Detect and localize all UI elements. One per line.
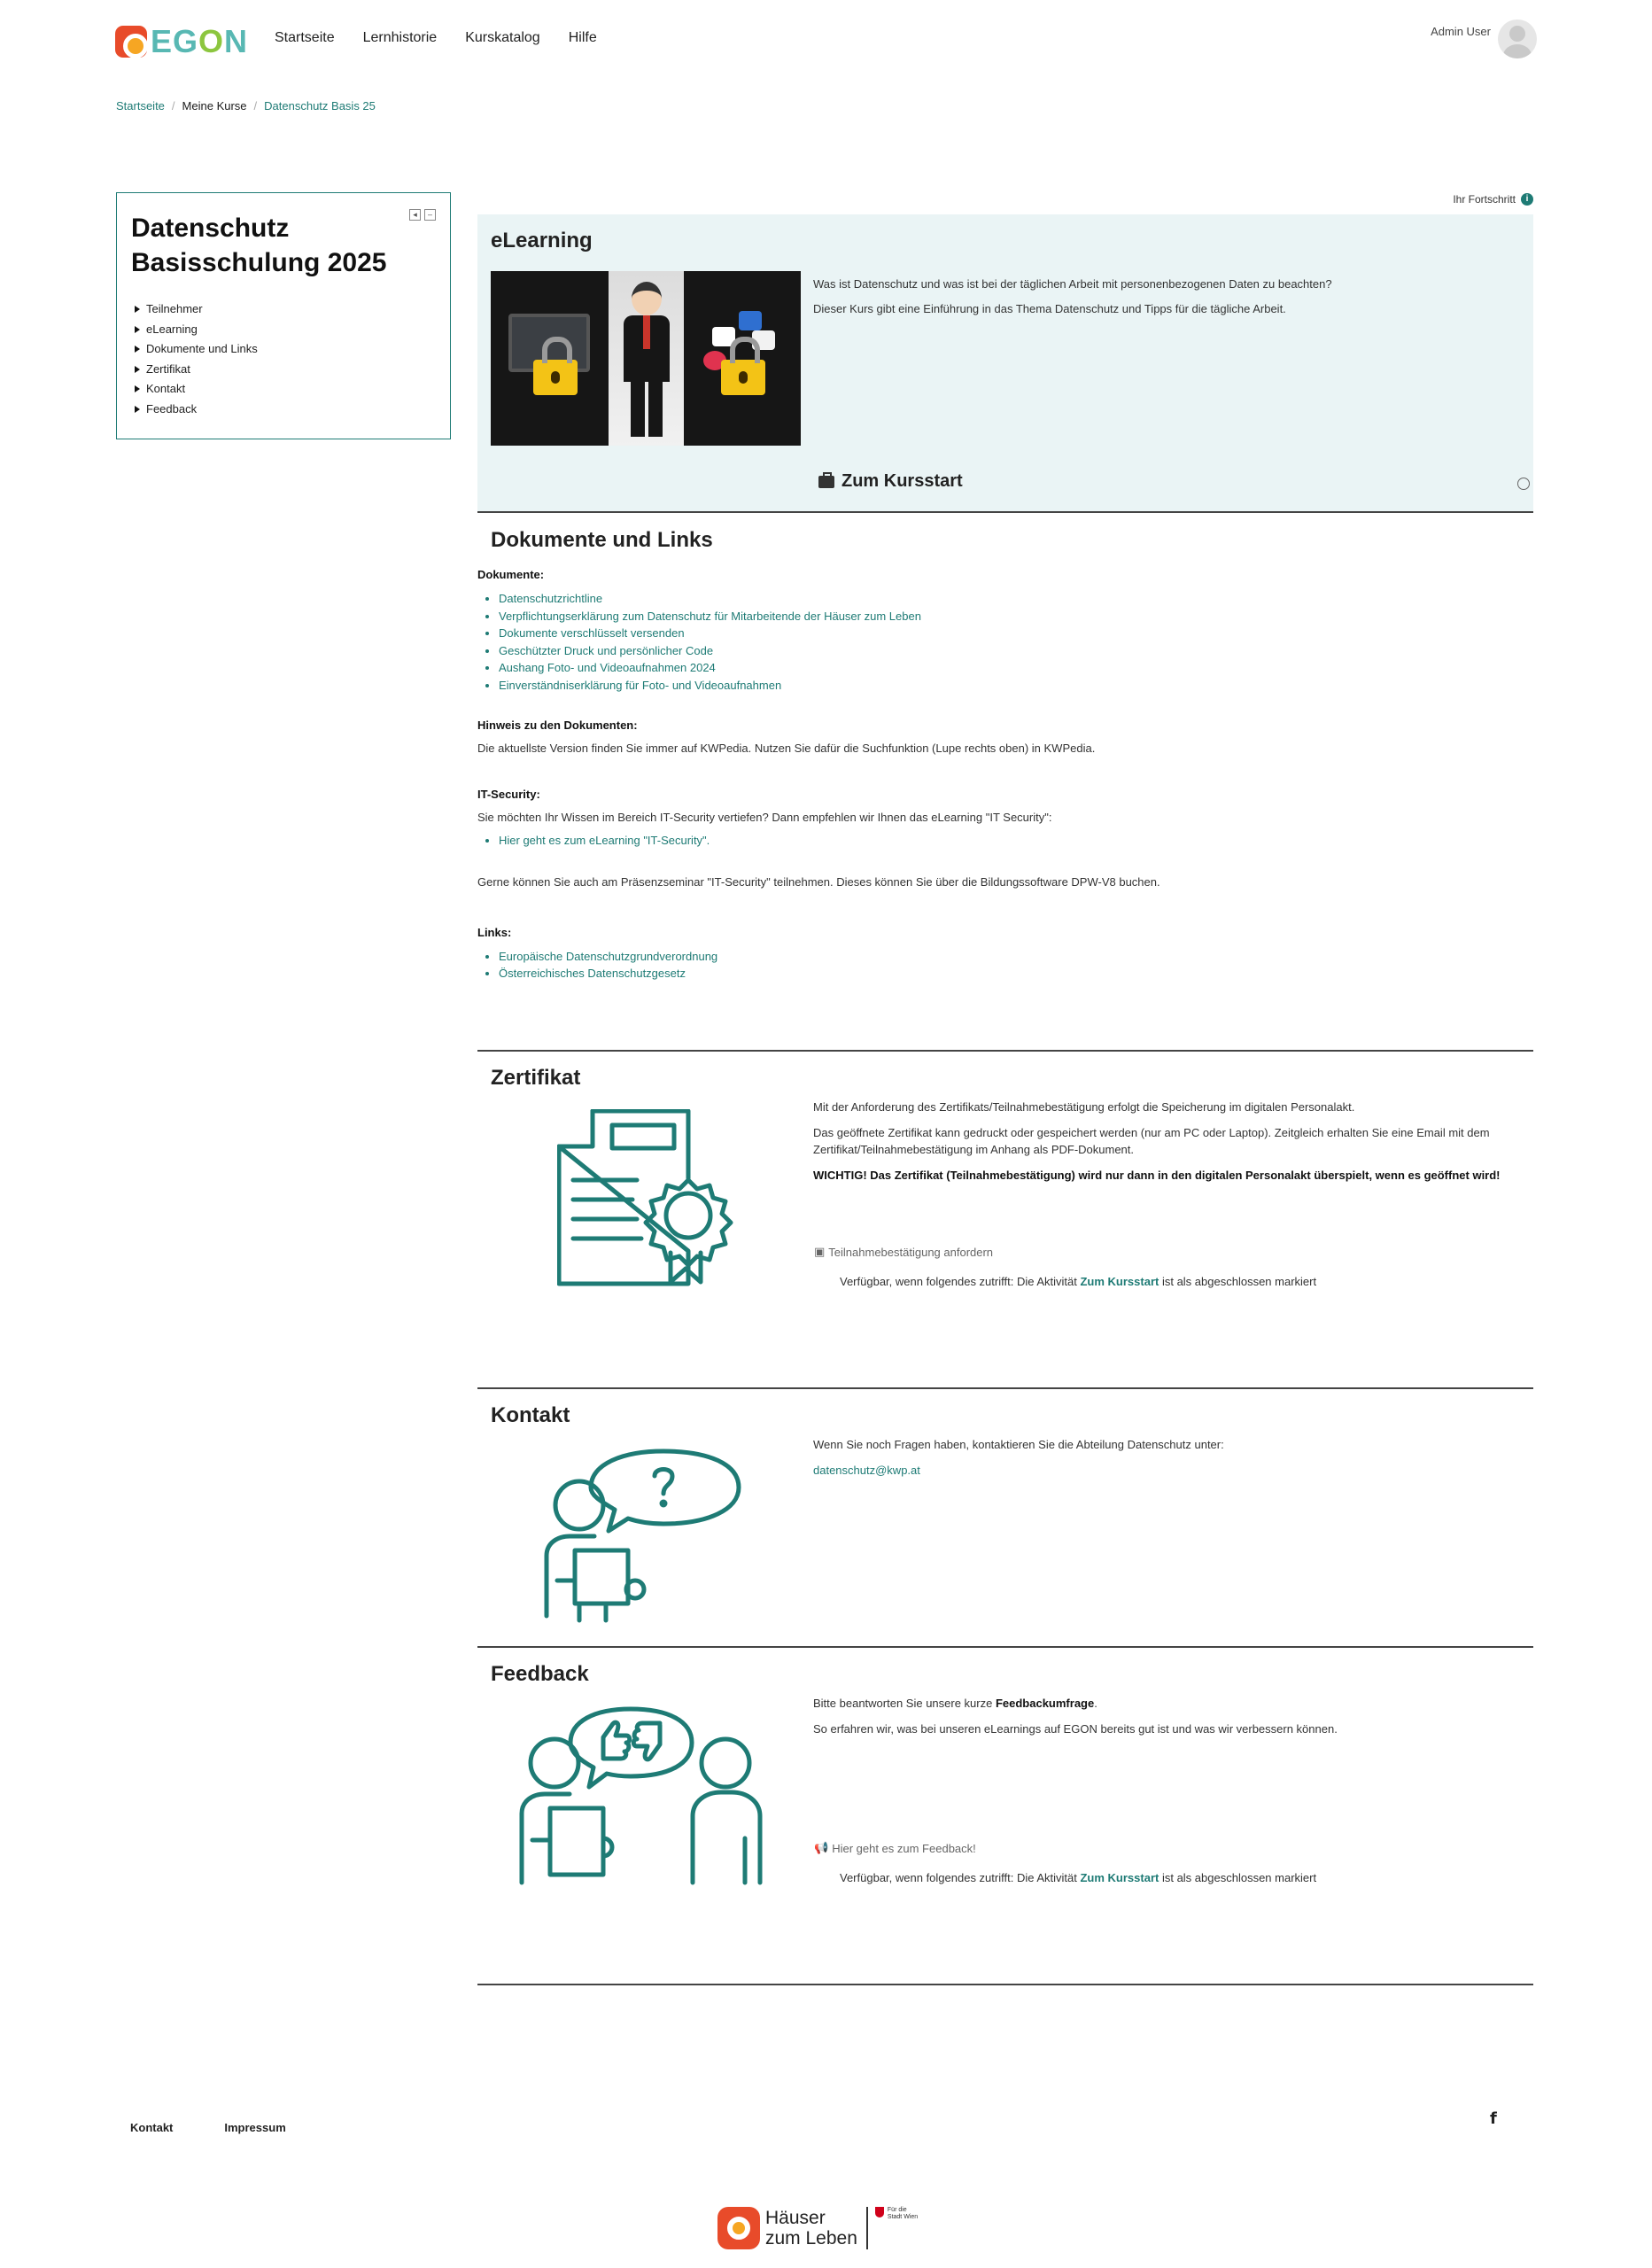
collapse-icon[interactable]: –: [424, 209, 436, 221]
section-feedback: [477, 1648, 1533, 1984]
kursstart-label: Zum Kursstart: [842, 471, 963, 491]
logo-text: EGON: [151, 23, 249, 59]
section-elearning: [477, 214, 1533, 513]
elearning-description: Was ist Datenschutz und was ist bei der täglichen Arbeit mit personenbezogenen Daten zu beachten? Dieser Kurs gibt eine Einführung in das Thema Datenschutz und Tipps für die tägliche Arbeit.: [813, 277, 1332, 315]
completion-checkbox-icon[interactable]: [1517, 478, 1530, 490]
padlock-icon: [533, 360, 578, 395]
doc-link[interactable]: • Datenschutzrichtline: [499, 590, 1533, 608]
kontakt-description: Wenn Sie noch Fragen haben, kontaktieren Sie die Abteilung Datenschutz unter: datenschutz@kwp.at: [813, 1438, 1224, 1477]
zertifikat-activity[interactable]: ▣ Teilnahmebestätigung anfordern: [814, 1245, 994, 1259]
feedback-restriction: Verfügbar, wenn folgendes zutrifft: Die Aktivität Zum Kursstart ist als abgeschlossen markiert: [840, 1871, 1317, 1884]
nav-kurskatalog[interactable]: Kurskatalog: [465, 30, 540, 45]
feedback-people-icon: [504, 1705, 770, 1887]
section-dokumente: [477, 528, 1533, 983]
feedback-activity[interactable]: 📢 Hier geht es zum Feedback!: [814, 1841, 976, 1855]
index-item-zertifikat[interactable]: Zertifikat: [131, 360, 436, 380]
stadt-wien-logo: Für die Stadt Wien: [866, 2207, 918, 2249]
section-title-dokumente: Dokumente und Links: [491, 528, 713, 552]
dokumente-label: Dokumente:: [477, 568, 545, 581]
index-item-dokumente[interactable]: Dokumente und Links: [131, 339, 436, 360]
dokumente-list: [477, 590, 1533, 694]
briefcase-icon: [818, 476, 834, 488]
index-item-kontakt[interactable]: Kontakt: [131, 379, 436, 400]
doc-link[interactable]: • Einverständniserklärung für Foto- und Videoaufnahmen: [499, 677, 1533, 695]
user-menu[interactable]: [1431, 19, 1537, 58]
links-label: Links:: [477, 925, 512, 939]
progress-indicator: [1453, 193, 1533, 206]
restriction-link[interactable]: Zum Kursstart: [1080, 1275, 1160, 1288]
doc-link[interactable]: • Aushang Foto- und Videoaufnahmen 2024: [499, 659, 1533, 677]
itsec-link[interactable]: • Hier geht es zum eLearning "IT-Security".: [499, 832, 1533, 850]
facebook-icon[interactable]: f: [1490, 2109, 1497, 2128]
footer-kontakt[interactable]: Kontakt: [130, 2121, 174, 2134]
course-index: [131, 299, 436, 419]
section-title-kontakt: Kontakt: [491, 1403, 570, 1427]
hinweis-text: Die aktuellste Version finden Sie immer auf KWPedia. Nutzen Sie dafür die Suchfunktion (Lupe rechts oben) in KWPedia.: [477, 742, 1096, 755]
elearning-illustration: [491, 271, 801, 446]
external-link[interactable]: • Österreichisches Datenschutzgesetz: [499, 965, 1533, 983]
info-icon[interactable]: i: [1521, 193, 1533, 206]
course-title: Datenschutz Basisschulung 2025: [131, 214, 387, 277]
block-controls: [409, 209, 436, 221]
section-kontakt: [477, 1389, 1533, 1646]
breadcrumb: Startseite / Meine Kurse / Datenschutz Basis 25: [116, 99, 376, 113]
footer-impressum[interactable]: Impressum: [224, 2121, 286, 2134]
section-title-feedback: Feedback: [491, 1662, 589, 1686]
doc-link[interactable]: • Geschützter Druck und persönlicher Code: [499, 642, 1533, 660]
certificate-icon: [557, 1109, 734, 1291]
breadcrumb-startseite[interactable]: Startseite: [116, 99, 165, 113]
zertifikat-restriction: Verfügbar, wenn folgendes zutrifft: Die Aktivität Zum Kursstart ist als abgeschlossen markiert: [840, 1275, 1317, 1288]
index-item-teilnehmer[interactable]: Teilnehmer: [131, 299, 436, 320]
itsec-text: Sie möchten Ihr Wissen im Bereich IT-Security vertiefen? Dann empfehlen wir Ihnen das eLearning "IT Security":: [477, 811, 1052, 824]
question-person-icon: [539, 1448, 743, 1625]
doc-link[interactable]: • Dokumente verschlüsselt versenden: [499, 625, 1533, 642]
dock-icon[interactable]: ◂: [409, 209, 421, 221]
haeuser-zum-leben-logo: Häuser zum Leben Für die Stadt Wien: [717, 2207, 918, 2249]
hinweis-label: Hinweis zu den Dokumenten:: [477, 718, 638, 732]
footer-links: [130, 2121, 286, 2134]
course-index-block: [116, 192, 451, 439]
feedback-description: Bitte beantworten Sie unsere kurze Feedbackumfrage. So erfahren wir, was bei unseren eLearnings auf EGON bereits gut ist und was wir verbessern können.: [813, 1697, 1338, 1736]
kursstart-link[interactable]: [818, 471, 963, 492]
section-title-elearning: eLearning: [491, 229, 593, 252]
restriction-link[interactable]: Zum Kursstart: [1080, 1871, 1160, 1884]
egon-logo[interactable]: [115, 23, 248, 60]
certificate-small-icon: ▣: [814, 1245, 826, 1258]
links-list: [477, 948, 1533, 983]
nav-lernhistorie[interactable]: Lernhistorie: [362, 30, 438, 45]
padlock-icon: [721, 360, 765, 395]
section-title-zertifikat: Zertifikat: [491, 1066, 581, 1090]
nav-hilfe[interactable]: Hilfe: [568, 30, 597, 45]
nav-startseite[interactable]: Startseite: [275, 30, 335, 45]
megaphone-icon: 📢: [814, 1841, 829, 1854]
avatar[interactable]: [1498, 19, 1537, 58]
breadcrumb-meine-kurse: Meine Kurse: [182, 99, 247, 113]
index-item-feedback[interactable]: Feedback: [131, 400, 436, 420]
breadcrumb-course[interactable]: Datenschutz Basis 25: [264, 99, 376, 113]
hzl-badge-icon: [717, 2207, 760, 2249]
main-nav: [275, 30, 597, 46]
logo-badge-icon: [115, 26, 147, 58]
zertifikat-description: Mit der Anforderung des Zertifikats/Teilnahmebestätigung erfolgt die Speicherung im digitalen Personalakt. Das geöffnete Zertifikat kann gedruckt oder gespeichert werden (nur am PC oder Laptop). Zeitgleich erhalten Sie eine Email mit dem Zertifikat/Teilnahmebestätigung im Anhang als PDF-Dokument. WICHTIG! Das Zertifikat (Teilnahmebestätigung) wird nur dann in den digitalen Personalakt überspielt, wenn es geöffnet wird!: [813, 1100, 1501, 1182]
itsec-label: IT-Security:: [477, 788, 540, 801]
email-link[interactable]: datenschutz@kwp.at: [813, 1463, 920, 1477]
divider: [477, 1984, 1533, 1985]
header: [0, 0, 1652, 80]
progress-label: Ihr Fortschritt: [1453, 193, 1516, 206]
wien-shield-icon: [875, 2207, 884, 2218]
itsec-text-2: Gerne können Sie auch am Präsenzseminar "IT-Security" teilnehmen. Dieses können Sie über die Bildungssoftware DPW-V8 buchen.: [477, 874, 1160, 889]
doc-link[interactable]: • Verpflichtungserklärung zum Datenschutz für Mitarbeitende der Häuser zum Leben: [499, 608, 1533, 625]
external-link[interactable]: • Europäische Datenschutzgrundverordnung: [499, 948, 1533, 966]
index-item-elearning[interactable]: eLearning: [131, 320, 436, 340]
section-zertifikat: [477, 1052, 1533, 1388]
user-name: Admin User: [1431, 25, 1491, 38]
